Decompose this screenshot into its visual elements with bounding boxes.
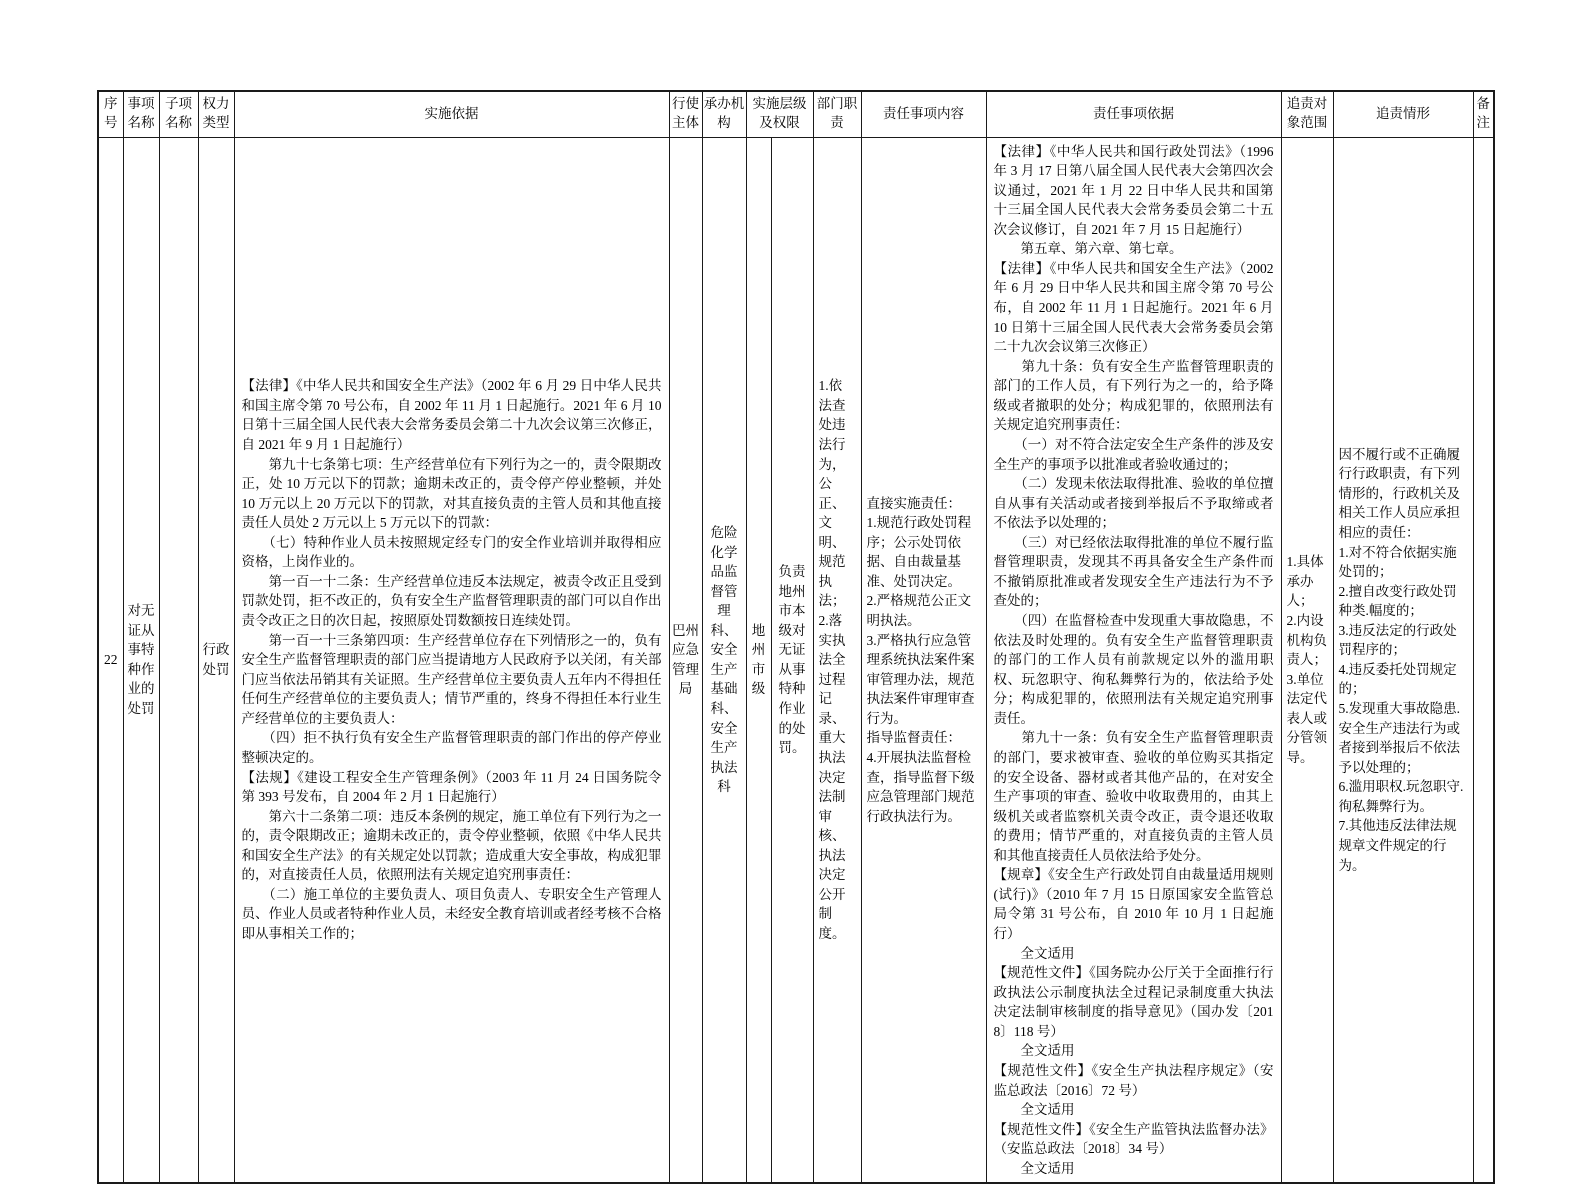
- cell-implementation-level: 地州市级: [746, 137, 771, 1183]
- cell-responsibility-content: 直接实施责任： 1.规范行政处罚程序；公示处罚依据、自由裁量基准、处罚决定。 2.严格规范公正文明执法。 3.严格执行应急管理系统执法案件案审管理办法，规范执法案件审理审查行为。 指导监督责任： 4.开展执法监督检查，指导监督下级应急管理部门规范行政执法行为。: [861, 137, 986, 1183]
- col-header-responsibility-content: 责任事项内容: [861, 91, 986, 137]
- power-list-table: [97, 90, 1495, 1184]
- cell-subitem-name: [159, 137, 198, 1183]
- cell-implementation-authority: 负责地州市本级对无证从事特种作业的处罚。: [771, 137, 813, 1183]
- header-row: [98, 91, 1494, 137]
- cell-item-name: 对无证从事特种作业的处罚: [123, 137, 159, 1183]
- table-row: [98, 137, 1494, 1183]
- cell-responsibility-basis: 【法律】《中华人民共和国行政处罚法》（1996 年 3 月 17 日第八届全国人民代表大会第四次会议通过，2021 年 1 月 22 日中华人民共和国第十三届全国人民代表大会常务委员会第二十五次会议修订，自 2021 年 7 月 15 日起施行） 第五章、第六章、第七章。 【法律】《中华人民共和国安全生产法》（2002 年 6 月 29 日中华人民共和国主席令第 70 号公布，自 2002 年 11 月 1 日起施行。2021 年 6 月 10 日第十三届全国人民代表大会常务委员会第二十九次会议第三次修正） 第九十条：负有安全生产监督管理职责的部门的工作人员，有下列行为之一的，给予降级或者撤职的处分；构成犯罪的，依照刑法有关规定追究刑事责任： （一）对不符合法定安全生产条件的涉及安全生产的事项予以批准或者验收通过的； （二）发现未依法取得批准、验收的单位擅自从事有关活动或者接到举报后不予取缔或者不依法予以处理的； （三）对已经依法取得批准的单位不履行监督管理职责，发现其不再具备安全生产条件而不撤销原批准或者发现安全生产违法行为不予查处的； （四）在监督检查中发现重大事故隐患，不依法及时处理的。负有安全生产监督管理职责的部门的工作人员有前款规定以外的滥用职权、玩忽职守、徇私舞弊行为的，依法给予处分；构成犯罪的，依照刑法有关规定追究刑事责任。 第九十一条：负有安全生产监督管理职责的部门，要求被审查、验收的单位购买其指定的安全设备、器材或者其他产品的，在对安全生产事项的审查、验收中收取费用的，由其上级机关或者监察机关责令改正，责令退还收取的费用；情节严重的，对直接负责的主管人员和其他直接责任人员依法给予处分。 【规章】《安全生产行政处罚自由裁量适用规则(试行)》（2010 年 7 月 15 日原国家安全监管总局令第 31 号公布，自 2010 年 10 月 1 日起施行） 全文适用 【规范性文件】《国务院办公厅关于全面推行行政执法公示制度执法全过程记录制度重大执法决定法制审核制度的指导意见》（国办发〔2018〕118 号） 全文适用 【规范性文件】《安全生产执法程序规定》（安监总政法〔2016〕72 号） 全文适用 【规范性文件】《安全生产监管执法监督办法》（安监总政法〔2018〕34 号） 全文适用: [986, 137, 1281, 1183]
- col-header-subitem-name: 子项名称: [159, 91, 198, 137]
- col-header-exercising-subject: 行使主体: [669, 91, 702, 137]
- cell-serial-number: 22: [98, 137, 123, 1183]
- cell-accountability-target-scope: 1.具体承办人； 2.内设机构负责人； 3.单位法定代表人或分管领导。: [1281, 137, 1333, 1183]
- col-header-remarks: 备注: [1473, 91, 1494, 137]
- col-header-item-name: 事项名称: [123, 91, 159, 137]
- col-header-accountability-target-scope: 追责对象范围: [1281, 91, 1333, 137]
- col-header-department-duty: 部门职责: [813, 91, 861, 137]
- col-header-accountability-circumstances: 追责情形: [1333, 91, 1473, 137]
- col-header-implementation-basis: 实施依据: [234, 91, 669, 137]
- cell-implementation-basis: 【法律】《中华人民共和国安全生产法》（2002 年 6 月 29 日中华人民共和国主席令第 70 号公布，自 2002 年 11 月 1 日起施行。2021 年 6 月 10 日第十三届全国人民代表大会常务委员会第二十九次会议第三次修正，自 2021 年 9 月 1 日起施行） 第九十七条第七项：生产经营单位有下列行为之一的，责令限期改正，处 10 万元以下的罚款；逾期未改正的，责令停产停业整顿，并处 10 万元以上 20 万元以下的罚款，对其直接负责的主管人员和其他直接责任人员处 2 万元以上 5 万元以下的罚款： （七）特种作业人员未按照规定经专门的安全作业培训并取得相应资格，上岗作业的。 第一百一十二条：生产经营单位违反本法规定，被责令改正且受到罚款处罚，拒不改正的，负有安全生产监督管理职责的部门可以自作出责令改正之日的次日起，按照原处罚数额按日连续处罚。 第一百一十三条第四项：生产经营单位存在下列情形之一的，负有安全生产监督管理职责的部门应当提请地方人民政府予以关闭，有关部门应当依法吊销其有关证照。生产经营单位主要负责人五年内不得担任任何生产经营单位的主要负责人；情节严重的，终身不得担任本行业生产经营单位的主要负责人： （四）拒不执行负有安全生产监督管理职责的部门作出的停产停业整顿决定的。 【法规】《建设工程安全生产管理条例》（2003 年 11 月 24 日国务院令第 393 号发布，自 2004 年 2 月 1 日起施行） 第六十二条第二项：违反本条例的规定，施工单位有下列行为之一的，责令限期改正；逾期未改正的，责令停业整顿，依照《中华人民共和国安全生产法》的有关规定处以罚款；造成重大安全事故，构成犯罪的，对直接责任人员，依照刑法有关规定追究刑事责任： （二）施工单位的主要负责人、项目负责人、专职安全生产管理人员、作业人员或者特种作业人员，未经安全教育培训或者经考核不合格即从事相关工作的；: [234, 137, 669, 1183]
- col-header-level-and-authority: 实施层级及权限: [746, 91, 813, 137]
- cell-exercising-subject: 巴州应急管理局: [669, 137, 702, 1183]
- cell-undertaking-agency: 危险化学品监督管理科、安全生产基础科、安全生产执法科: [702, 137, 746, 1183]
- col-header-power-type: 权力类型: [198, 91, 234, 137]
- cell-accountability-circumstances: 因不履行或不正确履行行政职责，有下列情形的，行政机关及相关工作人员应承担相应的责任： 1.对不符合依据实施处罚的； 2.擅自改变行政处罚种类.幅度的； 3.违反法定的行政处罚程序的； 4.违反委托处罚规定的； 5.发现重大事故隐患.安全生产违法行为或者接到举报后不依法予以处理的； 6.滥用职权.玩忽职守.徇私舞弊行为。 7.其他违反法律法规规章文件规定的行为。: [1333, 137, 1473, 1183]
- cell-power-type: 行政处罚: [198, 137, 234, 1183]
- cell-remarks: [1473, 137, 1494, 1183]
- col-header-responsibility-basis: 责任事项依据: [986, 91, 1281, 137]
- cell-department-duty: 1.依法查处违法行为，公正、文明、规范执法； 2.落实执法全过程记录、重大执法决定法制审核、执法决定公开制度。: [813, 137, 861, 1183]
- col-header-undertaking-agency: 承办机构: [702, 91, 746, 137]
- col-header-serial-number: 序号: [98, 91, 123, 137]
